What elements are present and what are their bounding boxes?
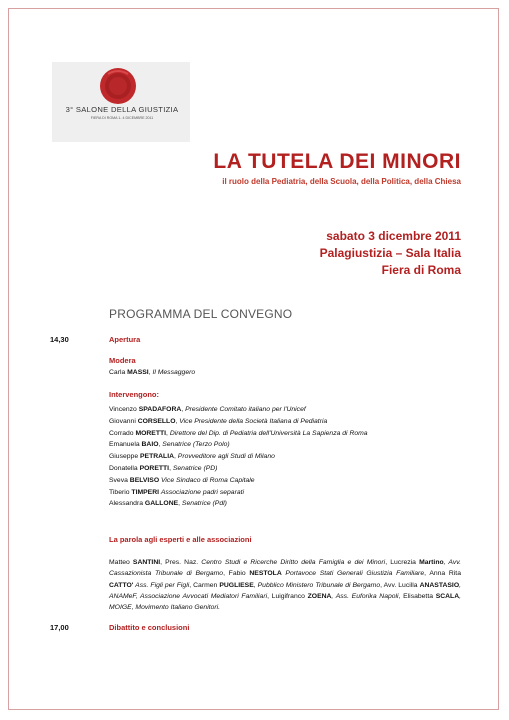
page-title: LA TUTELA DEI MINORI (213, 150, 461, 173)
list-item: Giuseppe PETRALIA, Provveditore agli Studi di Milano (109, 453, 275, 461)
list-item: Giovanni CORSELLO, Vice Presidente della Società Italiana di Pediatria (109, 417, 328, 425)
logo-title: 3° SALONE DELLA GIUSTIZIA (65, 105, 179, 114)
list-item: Tiberio TIMPERI Associazione padri separati (109, 488, 245, 496)
list-item: Corrado MORETTI, Direttore del Dip. di Pediatria dell'Università La Sapienza di Roma (109, 429, 368, 437)
closing-time: 17,00 (50, 623, 69, 632)
list-item: Vincenzo SPADAFORA, Presidente Comitato italiano per l'Unicef (109, 406, 306, 413)
list-item: Emanuela BAIO, Senatrice (Terzo Polo) (109, 441, 230, 449)
moderator-label: Modera (109, 356, 136, 365)
experts-label: La parola agli esperti e alle associazioni (109, 535, 252, 544)
speakers-list (109, 404, 368, 510)
programme-heading: PROGRAMMA DEL CONVEGNO (109, 307, 293, 321)
list-item: Donatella PORETTI, Senatrice (PD) (109, 464, 218, 472)
moderator-line: Carla MASSI, Il Messaggero (109, 369, 196, 376)
experts-paragraph: Matteo SANTINI, Pres. Naz. Centro Studi e Ricerche Diritto della Famiglia e dei Minori, Lucrezia Martino, Avv. Cassazionista Tribunale di Bergamo, Fabio NESTOLA Portavoce Stati Generali Giustizia Familiare, Anna Rita CATTO' Ass. Figli per Figli, Carmen PUGLIESE, Pubblico Ministero Tribunale di Bergamo, Avv. Lucilla ANASTASIO, ANAMeF, Associazione Avvocati Mediatori Familiari, Luigifranco ZOENA, Ass. Euforika Napoli, Elisabetta SCALA, MOIGE, Movimento Italiano Genitori. (109, 559, 461, 612)
event-place: Fiera di Roma (381, 263, 461, 277)
opening-time: 14,30 (50, 335, 69, 344)
wax-seal-icon (98, 66, 138, 106)
event-venue: Palagiustizia – Sala Italia (319, 246, 461, 260)
event-info (320, 228, 461, 279)
page-subtitle: il ruolo della Pediatria, della Scuola, della Politica, della Chiesa (222, 177, 461, 186)
event-date: sabato 3 dicembre 2011 (326, 229, 461, 243)
list-item: Sveva BELVISO Vice Sindaco di Roma Capitale (109, 476, 255, 484)
list-item: Alessandra GALLONE, Senatrice (Pdl) (109, 500, 227, 508)
closing-label: Dibattito e conclusioni (109, 623, 190, 632)
logo-subtitle: FIERA DI ROMA 1- 4 DICEMBRE 2011 (90, 116, 154, 120)
speakers-label: Intervengono: (109, 390, 159, 399)
opening-label: Apertura (109, 335, 141, 344)
